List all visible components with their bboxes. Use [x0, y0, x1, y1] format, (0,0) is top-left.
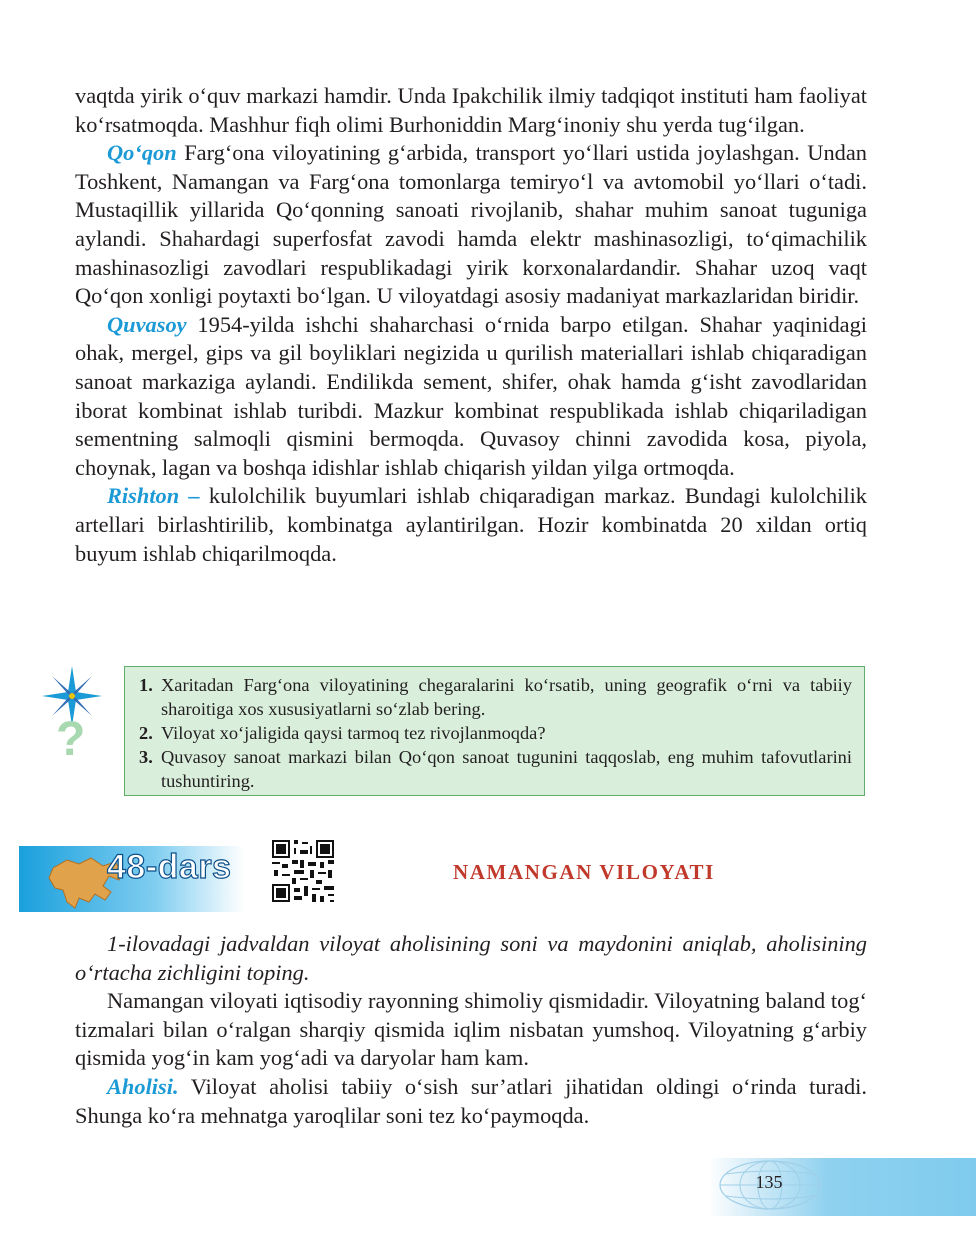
- page-number: 135: [755, 1172, 783, 1192]
- lesson-banner: [19, 846, 244, 912]
- keyword-quvasoy: Quvasoy: [107, 311, 187, 337]
- keyword-qoqon: Qo‘qon: [107, 140, 177, 166]
- section-title: NAMANGAN VILOYATI: [453, 860, 715, 884]
- question-item-1: [139, 673, 852, 721]
- question-number: 2.: [139, 723, 153, 743]
- keyword-aholisi: Aholisi.: [107, 1073, 179, 1099]
- question-number: 3.: [139, 747, 153, 767]
- question-text: Quvasoy sanoat markazi bilan Qo‘qon sanoat tugunini taqqoslab, eng muhim tafovutlarini tushuntiring.: [161, 747, 852, 791]
- qr-code-icon[interactable]: [270, 838, 336, 904]
- keyword-rishton: Rishton –: [107, 483, 200, 509]
- paragraph-qoqon-text: Farg‘ona viloyatining g‘arbida, transport yo‘llari ustida joylashgan. Undan Toshkent, Namangan va Farg‘ona tomonlarga temiryo‘l va avtomobil yo‘llari o‘tadi. Mustaqillik yillarida Qo‘qonning sanoati rivojlanib, shahar muhim sanoat tuguniga aylandi. Shahardagi superfosfat zavodi hamda elektr mashinasozligi, to‘qimachilik mashinasozligi zavodlari respublikadagi yirik korxonalardandir. Shahar uzoq vaqt Qo‘qon xonligi poytaxti bo‘lgan. U viloyatdagi asosiy madaniyat markazlaridan biridir.: [75, 140, 867, 309]
- question-mark-icon: ?: [56, 713, 86, 766]
- question-number: 1.: [139, 675, 153, 695]
- body-text-top: [75, 82, 867, 568]
- paragraph-aholisi-text: Viloyat aholisi tabiiy o‘sish sur’atlari jihatidan oldingi o‘rinda turadi. Shunga ko‘ra mehnatga yaroqlilar soni tez ko‘paymoqda.: [75, 1073, 867, 1128]
- paragraph-rishton: [75, 482, 867, 568]
- paragraph-aholisi: [75, 1073, 867, 1130]
- lesson-number: 48-dars: [107, 848, 232, 886]
- paragraph-quvasoy-text: 1954-yilda ishchi shaharchasi o‘rnida barpo etilgan. Shahar yaqinidagi ohak, mergel, gips va gil boyliklari negizida u qurilish materiallari ishlab chiqaradigan sanoat markaziga aylandi. Endilikda sement, shifer, ohak hamda g‘isht zavodlaridan iborat kombinat ishlab turibdi. Mazkur kombinat respublikada ishlab chiqariladigan sementning salmoqli qismini bermoqda. Quvasoy chinni zavodida kosa, piyola, choynak, lagan va boshqa idishlar ishlab chiqarish yildan yilga ortmoqda.: [75, 311, 867, 480]
- paragraph-quvasoy: [75, 311, 867, 483]
- task-instruction: 1-ilovadagi jadvaldan viloyat aholisining soni va maydonini aniqlab, aholisining o‘rtacha zichligini toping.: [75, 931, 867, 985]
- body-text-bottom: [75, 930, 867, 1130]
- paragraph-namangan: Namangan viloyati iqtisodiy rayonning shimoliy qismidadir. Viloyatning baland tog‘ tizmalari bilan o‘ralgan sharqiy qismida iqlim nisbatan yumshoq. Viloyatning g‘arbiy qismida yog‘in kam yog‘adi va daryolar ham kam.: [75, 988, 867, 1071]
- question-item-3: [139, 745, 852, 793]
- question-text: Viloyat xo‘jaligida qaysi tarmoq tez rivojlanmoqda?: [161, 723, 546, 743]
- paragraph-qoqon: [75, 139, 867, 311]
- question-item-2: [139, 721, 852, 745]
- question-text: Xaritadan Farg‘ona viloyatining chegaralarini ko‘rsatib, uning geografik o‘rni va tabiiy sharoitiga xos xususiyatlarni so‘zlab bering.: [161, 675, 852, 719]
- paragraph-margilon-end: vaqtda yirik o‘quv markazi hamdir. Unda Ipakchilik ilmiy tadqiqot instituti ham faoliyat ko‘rsatmoqda. Mashhur fiqh olimi Burhoniddin Marg‘inoniy shu yerda tug‘ilgan.: [75, 83, 867, 137]
- questions-box: [124, 666, 865, 796]
- paragraph-rishton-text: kulolchilik buyumlari ishlab chiqaradigan markaz. Bundagi kulolchilik artellari birlashtirilib, kombinatga aylantirilgan. Hozir kombinatda 20 xildan ortiq buyum ishlab chiqarilmoqda.: [75, 483, 867, 566]
